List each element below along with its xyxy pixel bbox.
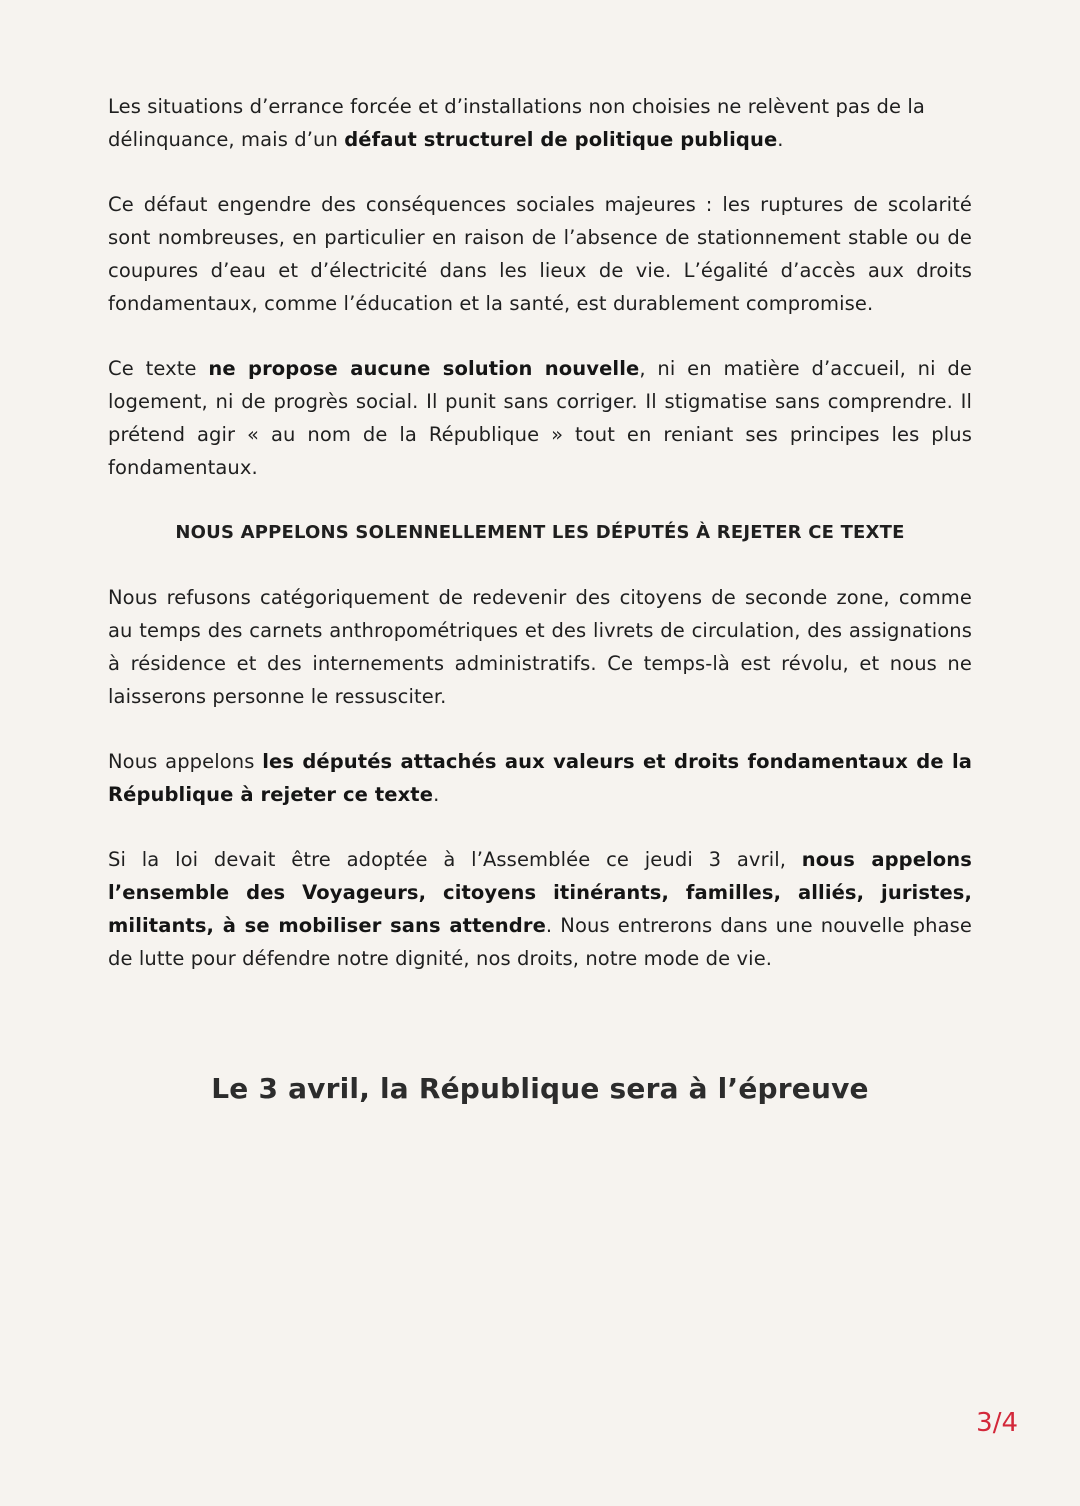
paragraph [108,581,972,713]
paragraph [108,745,972,811]
text-segment: , ni en matière d’accueil, ni de logement, ni de progrès social. Il punit sans corriger. Il stigmatise sans comprendre. Il prétend agir « au nom de la République » tout en reniant ses principes les plus fondamentaux. [108,357,972,479]
bold-text-segment: nous appelons l’ensemble des Voyageurs, citoyens itinérants, familles, alliés, juristes, militants, à se mobiliser sans attendre [108,848,972,937]
text-segment: . [433,783,440,806]
closing-title: Le 3 avril, la République sera à l’épreuve [211,1072,869,1105]
page-number: 3/4 [976,1408,1018,1438]
text-segment: Ce texte [108,357,209,380]
text-segment: Ce défaut engendre des conséquences sociales majeures : les ruptures de scolarité sont nombreuses, en particulier en raison de l’absence de stationnement stable ou de coupures d’eau et d’électricité dans les lieux de vie. L’égalité d’accès aux droits fondamentaux, comme l’éducation et la santé, est durablement compromise. [108,193,972,315]
text-segment: Si la loi devait être adoptée à l’Assemblée ce jeudi 3 avril, [108,848,802,871]
text-segment: . Nous entrerons dans une nouvelle phase de lutte pour défendre notre dignité, nos droits, notre mode de vie. [108,914,972,970]
paragraphs-before [108,90,972,484]
text-segment: Nous appelons [108,750,263,773]
paragraphs-after [108,581,972,975]
paragraph [108,352,972,484]
paragraph [108,843,972,975]
bold-text-segment: défaut structurel de politique publique [344,128,778,151]
text-segment: Nous refusons catégoriquement de redevenir des citoyens de seconde zone, comme au temps des carnets anthropométriques et des livrets de circulation, des assignations à résidence et des internements administratifs. Ce temps-là est révolu, et nous ne laisserons personne le ressusciter. [108,586,972,708]
bold-text-segment: les députés attachés aux valeurs et droits fondamentaux de la République à rejeter ce texte [108,750,972,806]
bold-text-segment: ne propose aucune solution nouvelle [208,357,640,380]
call-heading: NOUS APPELONS SOLENNELLEMENT LES DÉPUTÉS À REJETER CE TEXTE [175,522,905,543]
paragraph [108,188,972,320]
text-segment: Les situations d’errance forcée et d’installations non choisies ne relèvent pas de la délinquance, mais d’un [108,95,925,151]
text-segment: . [777,128,784,151]
paragraph [108,90,972,156]
document-body [108,90,972,1007]
